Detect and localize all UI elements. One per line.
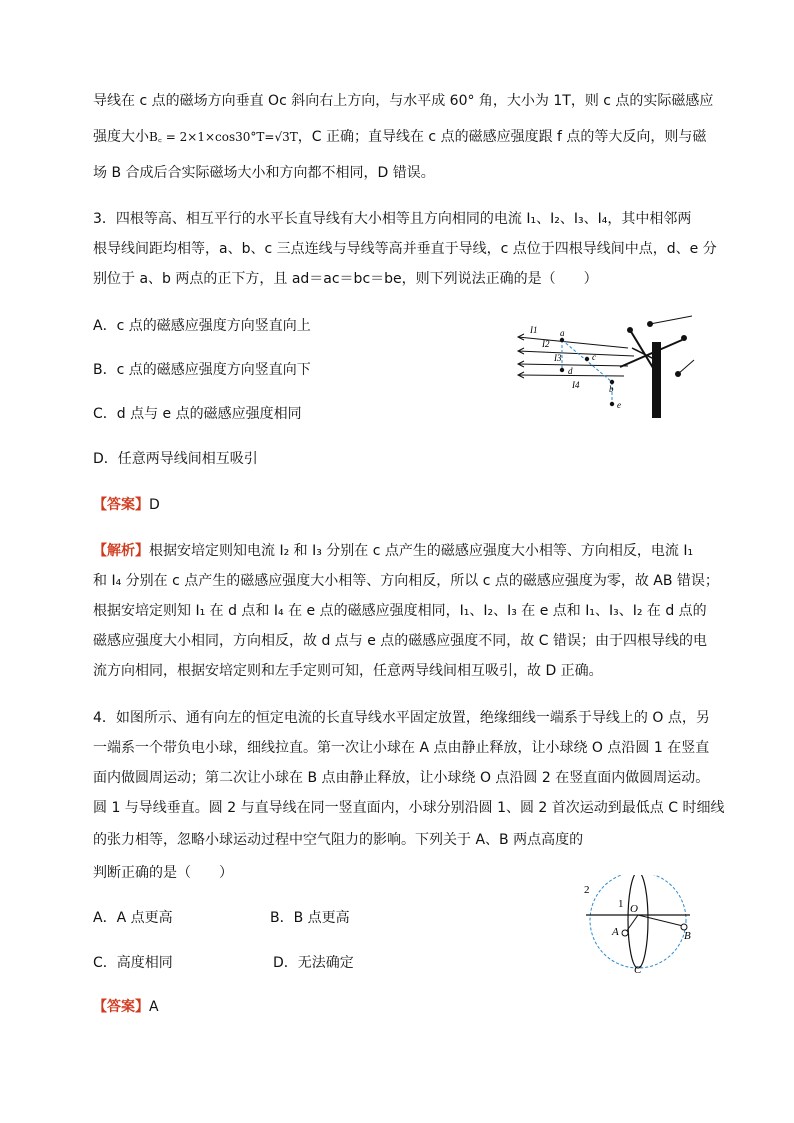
answer-value: A (149, 999, 159, 1015)
q4-circles-figure (578, 875, 698, 975)
label-i4: I4 (572, 380, 580, 390)
label-e: e (617, 400, 621, 410)
point-e (610, 402, 614, 406)
answer-tag: 【答案】 (93, 497, 149, 513)
q3-stem-line-3: 别位于 a、b 两点的正下方，且 ad＝ac＝bc＝be，则下列说法正确的是（ ） (93, 271, 598, 287)
point-d (560, 368, 564, 372)
q4-answer (93, 998, 159, 1016)
point-a (560, 338, 564, 342)
ball-a (622, 930, 628, 936)
label-i1: I1 (530, 325, 538, 335)
label-i2: I2 (542, 339, 550, 349)
analysis-text-1: 根据安培定则知电流 I₂ 和 I₃ 分别在 c 点产生的磁感应强度大小相等、方向相反，电流 I₁ (149, 543, 694, 559)
label-c: C (634, 964, 642, 975)
q3-analysis-line-2: 和 I₄ 分别在 c 点产生的磁感应强度大小相等、方向相反，所以 c 点的磁感应强度为零，故 AB 错误； (93, 573, 719, 589)
q4-option-d: D．无法确定 (273, 955, 354, 971)
label-o: O (630, 903, 638, 915)
q4-stem-line-4: 圆 1 与导线垂直。圆 2 与直导线在同一竖直面内，小球分别沿圆 1、圆 2 首次运动到最低点 C 时细线 (93, 800, 725, 816)
q4-stem-line-1: 4．如图所示、通有向左的恒定电流的长直导线水平固定放置，绝缘细线一端系于导线上的 O 点，另 (93, 710, 710, 726)
wire-i1 (518, 334, 628, 348)
label-b: B (684, 930, 691, 942)
q3-answer (93, 496, 160, 514)
q3-analysis-line-1 (93, 542, 693, 560)
q4-stem-line-5: 的张力相等，忽略小球运动过程中空气阻力的影响。下列关于 A、B 两点高度的 (93, 832, 584, 848)
circle-2 (590, 875, 686, 968)
intro-line-2-prefix: 强度大小 (93, 129, 149, 145)
q4-option-b: B．B 点更高 (270, 910, 350, 926)
label-a: A (612, 926, 619, 938)
q3-analysis-line-3: 根据安培定则知 I₁ 在 d 点和 I₄ 在 e 点的磁感应强度相同，I₁、I₂、I₃ 在 e 点和 I₁、I₃、I₂ 在 d 点的 (93, 603, 707, 619)
label-i3: I3 (554, 353, 562, 363)
label-circle-2: 2 (584, 884, 590, 896)
label-d: d (568, 366, 573, 376)
q3-option-a: A．c 点的磁感应强度方向竖直向上 (93, 318, 311, 334)
intro-line-1: 导线在 c 点的磁场方向垂直 Oc 斜向右上方向，与水平成 60° 角，大小为 1T，则 c 点的实际磁感应 (93, 93, 714, 109)
q3-option-d: D．任意两导线间相互吸引 (93, 451, 258, 467)
q3-option-c: C．d 点与 e 点的磁感应强度相同 (93, 406, 302, 422)
q4-stem-line-6: 判断正确的是（ ） (93, 865, 233, 881)
wire-i2 (518, 348, 634, 356)
label-circle-1: 1 (618, 898, 624, 910)
label-a: a (560, 328, 565, 338)
label-c: c (592, 352, 596, 362)
q4-option-c: C．高度相同 (93, 955, 173, 971)
analysis-tag: 【解析】 (93, 543, 149, 559)
answer-tag: 【答案】 (93, 999, 149, 1015)
q4-option-a: A．A 点更高 (93, 910, 173, 926)
q3-analysis-line-4: 磁感应强度大小相同，方向相反，故 d 点与 e 点的磁感应强度不同，故 C 错误；由于四根导线的电 (93, 633, 707, 649)
wire-i3 (518, 361, 628, 367)
answer-value: D (149, 497, 160, 513)
q3-stem-line-2: 根导线间距均相等，a、b、c 三点连线与导线等高并垂直于导线，c 点位于四根导线间中点，d、e 分 (93, 241, 717, 257)
intro-line-2-suffix: ，C 正确；直导线在 c 点的磁感应强度跟 f 点的等大反向，则与磁 (297, 129, 707, 145)
circle-1 (628, 875, 648, 968)
intro-line-2 (93, 128, 706, 146)
label-b: b (609, 384, 614, 394)
intro-line-3: 场 B 合成后合实际磁场大小和方向都不相同，D 错误。 (93, 165, 435, 181)
q3-option-b: B．c 点的磁感应强度方向竖直向下 (93, 362, 311, 378)
magnetic-formula: B꜀ = 2×1×cos30°T=√3T (149, 130, 298, 144)
q4-stem-line-3: 面内做圆周运动；第二次让小球在 B 点由静止释放，让小球绕 O 点沿圆 2 在竖直面内做圆周运动。 (93, 770, 710, 786)
q3-wires-figure (512, 312, 697, 420)
point-c (585, 357, 589, 361)
q3-analysis-line-5: 流方向相同，根据安培定则和左手定则可知，任意两导线间相互吸引，故 D 正确。 (93, 663, 603, 679)
q4-stem-line-2: 一端系一个带负电小球，细线拉直。第一次让小球在 A 点由静止释放，让小球绕 O 点沿圆 1 在竖直 (93, 740, 710, 756)
q3-stem-line-1: 3．四根等高、相互平行的水平长直导线有大小相等且方向相同的电流 I₁、I₂、I₃、I₄，其中相邻两 (93, 211, 692, 227)
